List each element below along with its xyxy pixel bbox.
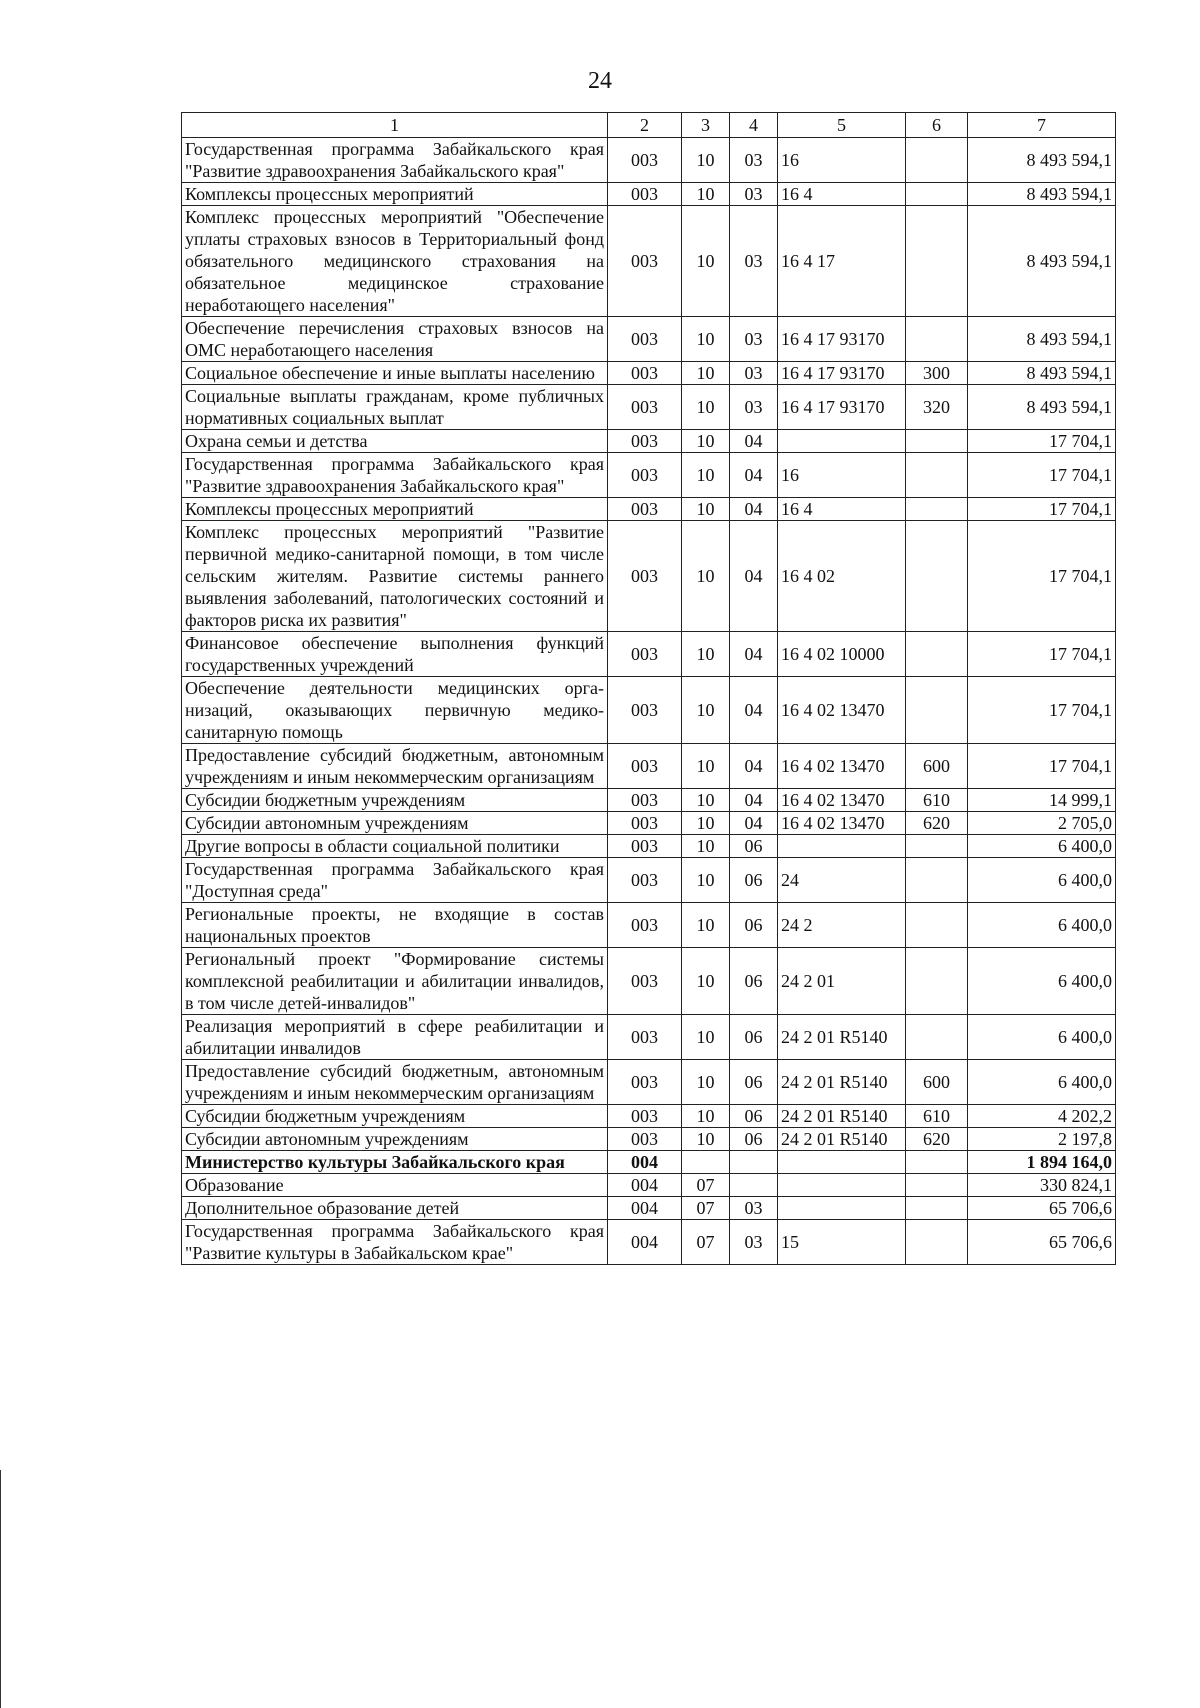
row-name-cell: Предоставление субсидий бюджетным, автономным учреждениям и иным некоммерческим организациям (182, 1060, 608, 1105)
section-code-cell: 07 (682, 1174, 730, 1197)
expense-type-cell: 320 (906, 385, 968, 430)
subsection-code-cell: 06 (730, 858, 778, 903)
column-header: 6 (906, 113, 968, 138)
section-code-cell: 10 (682, 632, 730, 677)
section-code-cell: 10 (682, 789, 730, 812)
section-code-cell: 10 (682, 948, 730, 1015)
expense-type-cell (906, 632, 968, 677)
subsection-code-cell: 06 (730, 835, 778, 858)
expense-type-cell: 620 (906, 812, 968, 835)
table-row (182, 138, 1116, 183)
subsection-code-cell: 03 (730, 362, 778, 385)
expense-type-cell (906, 1197, 968, 1220)
table-row (182, 677, 1116, 744)
table-row (182, 948, 1116, 1015)
section-code-cell: 10 (682, 1015, 730, 1060)
column-header: 7 (968, 113, 1116, 138)
target-article-cell: 15 (778, 1220, 906, 1265)
ministry-code-cell: 003 (608, 521, 682, 632)
expense-type-cell (906, 183, 968, 206)
row-name-cell: Комплексы процессных мероприятий (182, 498, 608, 521)
table-row (182, 498, 1116, 521)
ministry-code-cell: 003 (608, 385, 682, 430)
ministry-code-cell: 003 (608, 858, 682, 903)
row-name-cell: Государственная программа Забайкальского края "Доступная среда" (182, 858, 608, 903)
amount-cell: 2 197,8 (968, 1128, 1116, 1151)
ministry-code-cell: 003 (608, 812, 682, 835)
ministry-code-cell: 004 (608, 1220, 682, 1265)
expense-type-cell (906, 835, 968, 858)
subsection-code-cell: 04 (730, 430, 778, 453)
amount-cell: 2 705,0 (968, 812, 1116, 835)
amount-cell: 8 493 594,1 (968, 206, 1116, 317)
column-header: 5 (778, 113, 906, 138)
amount-cell: 6 400,0 (968, 1060, 1116, 1105)
row-name-cell: Субсидии автономным учреждениям (182, 1128, 608, 1151)
row-name-cell: Социальное обеспечение и иные выплаты населению (182, 362, 608, 385)
budget-table-body (182, 113, 1116, 1265)
row-name-cell: Региональные проекты, не входящие в состав национальных проектов (182, 903, 608, 948)
page-number: 24 (588, 68, 612, 94)
expense-type-cell (906, 1151, 968, 1174)
target-article-cell: 24 2 01 R5140 (778, 1128, 906, 1151)
row-name-cell: Региональный проект "Формирование системы комплексной реабилитации и абилитации инвалидов, в том числе детей-инвалидов" (182, 948, 608, 1015)
expense-type-cell (906, 858, 968, 903)
target-article-cell: 16 4 17 (778, 206, 906, 317)
target-article-cell: 16 4 02 13470 (778, 744, 906, 789)
target-article-cell: 24 2 01 R5140 (778, 1105, 906, 1128)
row-name-cell: Финансовое обеспечение выполнения функций государственных учреждений (182, 632, 608, 677)
ministry-code-cell: 003 (608, 206, 682, 317)
column-header: 3 (682, 113, 730, 138)
target-article-cell (778, 1197, 906, 1220)
row-name-cell: Комплекс процессных мероприятий "Развитие первичной медико-санитарной помощи, в том числе сельским жителям. Развитие системы раннего выявления заболеваний, патологических состояний и факторов риска их развития" (182, 521, 608, 632)
amount-cell: 4 202,2 (968, 1105, 1116, 1128)
row-name-cell: Социальные выплаты гражданам, кроме публичных нормативных социальных выплат (182, 385, 608, 430)
table-row (182, 362, 1116, 385)
expense-type-cell (906, 677, 968, 744)
amount-cell: 6 400,0 (968, 835, 1116, 858)
section-code-cell: 10 (682, 1105, 730, 1128)
target-article-cell: 24 2 01 R5140 (778, 1015, 906, 1060)
section-code-cell: 07 (682, 1220, 730, 1265)
target-article-cell: 24 2 (778, 903, 906, 948)
budget-table (181, 112, 1116, 1265)
subsection-code-cell: 03 (730, 183, 778, 206)
subsection-code-cell: 03 (730, 138, 778, 183)
target-article-cell: 24 (778, 858, 906, 903)
subsection-code-cell: 06 (730, 1105, 778, 1128)
subsection-code-cell: 06 (730, 948, 778, 1015)
target-article-cell: 16 4 (778, 498, 906, 521)
amount-cell: 8 493 594,1 (968, 183, 1116, 206)
expense-type-cell: 600 (906, 1060, 968, 1105)
table-row (182, 1015, 1116, 1060)
subsection-code-cell: 04 (730, 521, 778, 632)
subsection-code-cell: 04 (730, 498, 778, 521)
ministry-code-cell: 003 (608, 317, 682, 362)
section-code-cell: 10 (682, 1060, 730, 1105)
table-row (182, 789, 1116, 812)
section-code-cell: 10 (682, 812, 730, 835)
subsection-code-cell (730, 1151, 778, 1174)
table-row (182, 430, 1116, 453)
expense-type-cell (906, 903, 968, 948)
amount-cell: 17 704,1 (968, 453, 1116, 498)
expense-type-cell (906, 317, 968, 362)
section-code-cell: 10 (682, 362, 730, 385)
section-code-cell: 10 (682, 453, 730, 498)
subsection-code-cell: 03 (730, 385, 778, 430)
ministry-code-cell: 003 (608, 430, 682, 453)
expense-type-cell (906, 430, 968, 453)
ministry-code-cell: 003 (608, 789, 682, 812)
table-row (182, 1060, 1116, 1105)
table-row (182, 206, 1116, 317)
ministry-code-cell: 003 (608, 1105, 682, 1128)
section-code-cell: 10 (682, 317, 730, 362)
row-name-cell: Обеспечение перечисления страховых взносов на ОМС неработающего населения (182, 317, 608, 362)
ministry-code-cell: 003 (608, 835, 682, 858)
ministry-code-cell: 003 (608, 498, 682, 521)
ministry-code-cell: 003 (608, 903, 682, 948)
ministry-code-cell: 003 (608, 948, 682, 1015)
row-name-cell: Субсидии бюджетным учреждениям (182, 789, 608, 812)
row-name-cell: Комплекс процессных мероприятий "Обеспечение уплаты страховых взносов в Территориальный фонд обязательного медицинского страхования на обязательное медицинское страхование неработающего населения" (182, 206, 608, 317)
ministry-code-cell: 003 (608, 362, 682, 385)
section-code-cell: 10 (682, 835, 730, 858)
expense-type-cell (906, 1015, 968, 1060)
expense-type-cell (906, 498, 968, 521)
expense-type-cell (906, 206, 968, 317)
table-header-row (182, 113, 1116, 138)
section-code-cell: 10 (682, 430, 730, 453)
row-name-cell: Охрана семьи и детства (182, 430, 608, 453)
row-name-cell: Дополнительное образование детей (182, 1197, 608, 1220)
ministry-code-cell: 003 (608, 1060, 682, 1105)
row-name-cell: Реализация мероприятий в сфере реабилитации и абилитации инвалидов (182, 1015, 608, 1060)
column-header: 1 (182, 113, 608, 138)
subsection-code-cell (730, 1174, 778, 1197)
target-article-cell: 16 4 02 (778, 521, 906, 632)
table-row (182, 812, 1116, 835)
table-row (182, 317, 1116, 362)
amount-cell: 6 400,0 (968, 903, 1116, 948)
amount-cell: 17 704,1 (968, 677, 1116, 744)
ministry-code-cell: 004 (608, 1151, 682, 1174)
section-code-cell: 10 (682, 385, 730, 430)
section-code-cell: 10 (682, 498, 730, 521)
amount-cell: 17 704,1 (968, 521, 1116, 632)
table-row (182, 1220, 1116, 1265)
target-article-cell: 16 4 02 13470 (778, 789, 906, 812)
amount-cell: 6 400,0 (968, 1015, 1116, 1060)
ministry-code-cell: 003 (608, 453, 682, 498)
table-row (182, 903, 1116, 948)
expense-type-cell (906, 948, 968, 1015)
scan-margin-line (0, 1470, 1, 1708)
subsection-code-cell: 06 (730, 1015, 778, 1060)
table-row (182, 1105, 1116, 1128)
row-name-cell: Другие вопросы в области социальной политики (182, 835, 608, 858)
target-article-cell: 16 4 02 10000 (778, 632, 906, 677)
row-name-cell: Государственная программа Забайкальского края "Развитие культуры в Забайкальском крае" (182, 1220, 608, 1265)
table-row (182, 835, 1116, 858)
ministry-code-cell: 003 (608, 632, 682, 677)
table-row (182, 858, 1116, 903)
target-article-cell: 16 (778, 138, 906, 183)
amount-cell: 14 999,1 (968, 789, 1116, 812)
section-code-cell: 10 (682, 183, 730, 206)
target-article-cell (778, 1174, 906, 1197)
section-code-cell: 10 (682, 858, 730, 903)
expense-type-cell: 620 (906, 1128, 968, 1151)
amount-cell: 330 824,1 (968, 1174, 1116, 1197)
row-name-cell: Государственная программа Забайкальского края "Развитие здравоохранения Забайкальского края" (182, 138, 608, 183)
section-code-cell: 07 (682, 1197, 730, 1220)
subsection-code-cell: 03 (730, 206, 778, 317)
subsection-code-cell: 06 (730, 1060, 778, 1105)
amount-cell: 17 704,1 (968, 430, 1116, 453)
section-code-cell: 10 (682, 903, 730, 948)
amount-cell: 65 706,6 (968, 1197, 1116, 1220)
ministry-code-cell: 004 (608, 1197, 682, 1220)
expense-type-cell (906, 1220, 968, 1265)
subsection-code-cell: 04 (730, 812, 778, 835)
target-article-cell (778, 835, 906, 858)
ministry-code-cell: 003 (608, 1015, 682, 1060)
subsection-code-cell: 04 (730, 632, 778, 677)
amount-cell: 1 894 164,0 (968, 1151, 1116, 1174)
column-header: 2 (608, 113, 682, 138)
amount-cell: 6 400,0 (968, 858, 1116, 903)
amount-cell: 17 704,1 (968, 498, 1116, 521)
column-header: 4 (730, 113, 778, 138)
section-code-cell: 10 (682, 744, 730, 789)
row-name-cell: Комплексы процессных мероприятий (182, 183, 608, 206)
target-article-cell: 16 (778, 453, 906, 498)
expense-type-cell (906, 521, 968, 632)
expense-type-cell: 610 (906, 789, 968, 812)
amount-cell: 6 400,0 (968, 948, 1116, 1015)
amount-cell: 8 493 594,1 (968, 138, 1116, 183)
section-code-cell: 10 (682, 206, 730, 317)
target-article-cell: 16 4 (778, 183, 906, 206)
expense-type-cell (906, 138, 968, 183)
row-name-cell: Субсидии автономным учреждениям (182, 812, 608, 835)
section-code-cell: 10 (682, 1128, 730, 1151)
amount-cell: 8 493 594,1 (968, 385, 1116, 430)
target-article-cell: 24 2 01 R5140 (778, 1060, 906, 1105)
target-article-cell: 16 4 02 13470 (778, 677, 906, 744)
amount-cell: 8 493 594,1 (968, 362, 1116, 385)
expense-type-cell: 610 (906, 1105, 968, 1128)
ministry-code-cell: 003 (608, 138, 682, 183)
row-name-cell: Государственная программа Забайкальского края "Развитие здравоохранения Забайкальского края" (182, 453, 608, 498)
amount-cell: 17 704,1 (968, 632, 1116, 677)
section-code-cell: 10 (682, 677, 730, 744)
table-row (182, 1174, 1116, 1197)
section-code-cell: 10 (682, 521, 730, 632)
target-article-cell: 16 4 02 13470 (778, 812, 906, 835)
row-name-cell: Субсидии бюджетным учреждениям (182, 1105, 608, 1128)
subsection-code-cell: 03 (730, 317, 778, 362)
table-row (182, 385, 1116, 430)
expense-type-cell (906, 453, 968, 498)
expense-type-cell: 300 (906, 362, 968, 385)
subsection-code-cell: 03 (730, 1220, 778, 1265)
table-row (182, 183, 1116, 206)
target-article-cell: 16 4 17 93170 (778, 362, 906, 385)
row-name-cell: Предоставление субсидий бюджетным, автономным учреждениям и иным некоммерческим организациям (182, 744, 608, 789)
subsection-code-cell: 04 (730, 744, 778, 789)
target-article-cell (778, 430, 906, 453)
ministry-code-cell: 003 (608, 677, 682, 744)
subsection-code-cell: 04 (730, 453, 778, 498)
table-row (182, 1128, 1116, 1151)
table-row (182, 744, 1116, 789)
table-row (182, 453, 1116, 498)
expense-type-cell: 600 (906, 744, 968, 789)
expense-type-cell (906, 1174, 968, 1197)
ministry-code-cell: 003 (608, 1128, 682, 1151)
row-name-cell: Министерство культуры Забайкальского края (182, 1151, 608, 1174)
ministry-code-cell: 004 (608, 1174, 682, 1197)
amount-cell: 65 706,6 (968, 1220, 1116, 1265)
subsection-code-cell: 04 (730, 677, 778, 744)
ministry-code-cell: 003 (608, 183, 682, 206)
amount-cell: 17 704,1 (968, 744, 1116, 789)
row-name-cell: Обеспечение деятельности медицинских организаций, оказывающих первичную медико-санитарную помощь (182, 677, 608, 744)
table-row (182, 1151, 1116, 1174)
table-row (182, 1197, 1116, 1220)
row-name-cell: Образование (182, 1174, 608, 1197)
target-article-cell (778, 1151, 906, 1174)
section-code-cell (682, 1151, 730, 1174)
section-code-cell: 10 (682, 138, 730, 183)
subsection-code-cell: 04 (730, 789, 778, 812)
table-row (182, 632, 1116, 677)
target-article-cell: 16 4 17 93170 (778, 317, 906, 362)
ministry-code-cell: 003 (608, 744, 682, 789)
table-row (182, 521, 1116, 632)
target-article-cell: 16 4 17 93170 (778, 385, 906, 430)
subsection-code-cell: 06 (730, 1128, 778, 1151)
subsection-code-cell: 06 (730, 903, 778, 948)
target-article-cell: 24 2 01 (778, 948, 906, 1015)
amount-cell: 8 493 594,1 (968, 317, 1116, 362)
subsection-code-cell: 03 (730, 1197, 778, 1220)
